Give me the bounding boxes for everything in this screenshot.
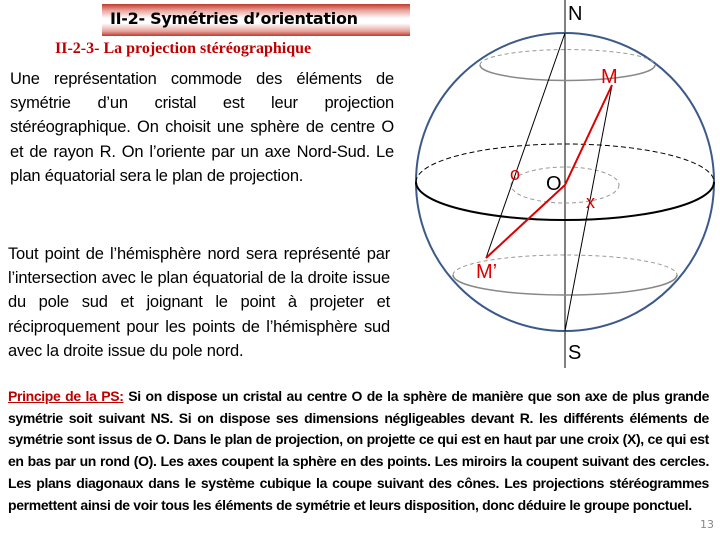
label-m: M [601,66,618,88]
upper-circle-back [480,50,655,65]
principle-text: Si on dispose un cristal au centre O de la sphère de manière que son axe de plus grande symétrie soit suivant NS. Si on dispose ses dimensions négligeables devant R. les différents éléments de symétrie sont issus de O. Dans le plan de projection, on projette ce qui est en haut par une croix (X), ce qui est en bas par un rond (O). Les axes coupent la sphère en des points. Les miroirs la coupent suivant des cercles. Les plans diagonaux dans le système cubique la coupe suivant des cônes. Les projections stéréogrammes permettent ainsi de voir tous les éléments de symétrie et leurs disposition, donc déduire le groupe ponctuel. [8,388,710,513]
subsection-title: II-2-3- La projection stéréographique [55,40,312,57]
upper-circle-front [480,65,655,80]
line-m-mprime [486,85,612,258]
line-n-mprime [486,33,565,258]
label-m-prime: M’ [476,261,498,283]
page-number: 13 [700,518,714,531]
point-paragraph: Tout point de l’hémisphère nord sera représenté par l’intersection avec le plan équatorial de la droite issue du pole sud et joignant le point à projeter et réciproquement pour les points de l’hémisphère sud avec la droite issue du pole nord. [8,245,390,360]
label-n: N [568,3,583,25]
circle-mark: o [510,164,521,184]
cross-mark: x [586,192,595,212]
label-s: S [568,342,582,364]
principle-lead: Principe de la PS: [8,388,124,404]
intro-paragraph: Une représentation commode des éléments de symétrie d’un cristal est leur projection stéréographique. On choisit une sphère de centre O et de rayon R. On l’oriente par un axe Nord-Sud. Le plan équatorial sera le plan de projection. [10,70,394,185]
section-title: II-2- Symétries d’orientation [110,9,358,28]
label-o: O [546,173,562,195]
